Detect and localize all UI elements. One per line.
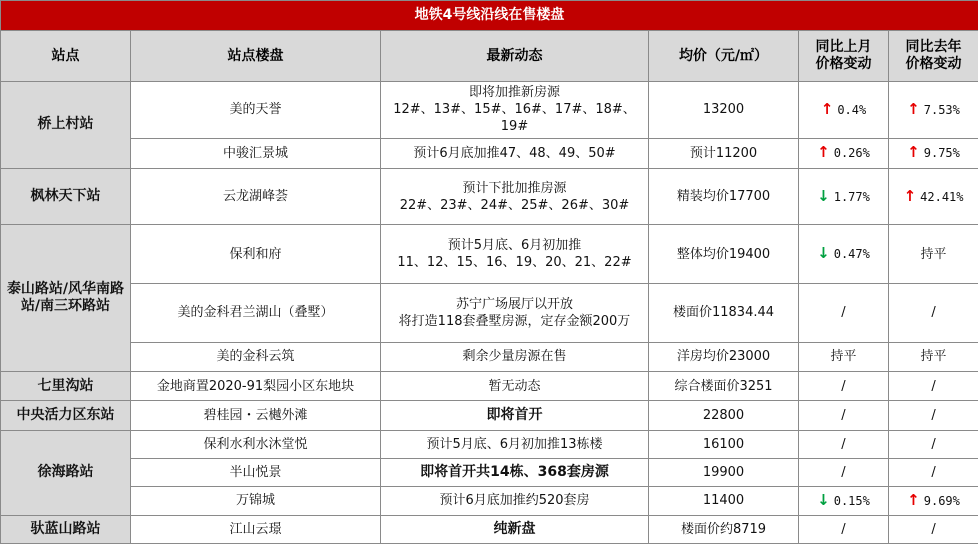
- project-cell: 中骏汇景城: [131, 138, 381, 168]
- project-cell: 保利和府: [131, 225, 381, 284]
- project-cell: 保利水利水沐堂悦: [131, 430, 381, 458]
- news-line: 将打造118套叠墅房源，定存金额200万: [398, 313, 631, 329]
- table-row: [1, 168, 978, 225]
- price-cell: 楼面价11834.44: [649, 284, 799, 343]
- price-cell: 楼面价约8719: [649, 515, 799, 543]
- table-title: 地铁4号线沿线在售楼盘: [1, 1, 978, 31]
- price-cell: 综合楼面价3251: [649, 372, 799, 401]
- mom-cell: /: [799, 372, 889, 401]
- project-cell: 万锦城: [131, 487, 381, 515]
- yoy-cell: ↑ 7.53%: [889, 81, 978, 138]
- yoy-cell: /: [889, 284, 978, 343]
- news-cell: [381, 81, 649, 138]
- yoy-cell: /: [889, 458, 978, 486]
- arrow-up-icon: ↑: [907, 99, 920, 118]
- header-station: 站点: [1, 31, 131, 82]
- header-yoy: 同比去年 价格变动: [889, 31, 978, 82]
- table-row: [1, 284, 978, 343]
- price-cell: 13200: [649, 81, 799, 138]
- table-row: [1, 430, 978, 458]
- arrow-up-icon: ↑: [907, 490, 920, 509]
- project-cell: 半山悦景: [131, 458, 381, 486]
- project-cell: 美的金科君兰湖山（叠墅）: [131, 284, 381, 343]
- news-line: 苏宁广场展厅以开放: [455, 296, 573, 312]
- yoy-cell: 持平: [889, 225, 978, 284]
- news-line: 预计下批加推房源: [462, 180, 567, 196]
- table-row: [1, 515, 978, 543]
- news-cell: [381, 225, 649, 284]
- station-cell: 徐海路站: [1, 430, 131, 515]
- arrow-down-icon: ↓: [817, 244, 830, 263]
- arrow-up-icon: ↑: [903, 186, 917, 205]
- project-cell: 碧桂园・云樾外滩: [131, 401, 381, 430]
- table-row: [1, 138, 978, 168]
- station-cell: 七里沟站: [1, 372, 131, 401]
- arrow-up-icon: ↑: [820, 99, 834, 118]
- table-row: [1, 401, 978, 430]
- yoy-cell: 持平: [889, 342, 978, 371]
- news-cell: [381, 168, 649, 225]
- table-row: [1, 487, 978, 515]
- header-price: 均价（元/㎡）: [649, 31, 799, 82]
- yoy-cell: ↑ 9.75%: [889, 138, 978, 168]
- price-cell: 16100: [649, 430, 799, 458]
- project-cell: 美的天誉: [131, 81, 381, 138]
- news-line: 12#、13#、15#、16#、17#、18#、19#: [393, 102, 636, 135]
- price-cell: 19900: [649, 458, 799, 486]
- mom-cell: ↑ 0.4%: [799, 81, 889, 138]
- mom-cell: ↑ 0.26%: [799, 138, 889, 168]
- arrow-up-icon: ↑: [907, 143, 920, 162]
- header-project: 站点楼盘: [131, 31, 381, 82]
- header-news: 最新动态: [381, 31, 649, 82]
- yoy-cell: ↑ 42.41%: [889, 168, 978, 225]
- price-cell: 11400: [649, 487, 799, 515]
- table-row: [1, 458, 978, 486]
- yoy-cell: /: [889, 372, 978, 401]
- station-cell: 泰山路站/风华南路站/南三环路站: [1, 225, 131, 372]
- station-cell: 驮蓝山路站: [1, 515, 131, 543]
- table-row: [1, 372, 978, 401]
- news-line: 22#、23#、24#、25#、26#、30#: [399, 197, 630, 213]
- yoy-cell: ↑ 9.69%: [889, 487, 978, 515]
- news-cell: 即将首开: [381, 401, 649, 430]
- mom-cell: /: [799, 401, 889, 430]
- news-cell: [381, 284, 649, 343]
- news-line: 即将加推新房源: [468, 85, 560, 101]
- price-cell: 精装均价17700: [649, 168, 799, 225]
- news-cell: 预计5月底、6月初加推13栋楼: [381, 430, 649, 458]
- mom-cell: /: [799, 284, 889, 343]
- table-row: [1, 342, 978, 371]
- price-cell: 22800: [649, 401, 799, 430]
- price-cell: 预计11200: [649, 138, 799, 168]
- station-cell: 桥上村站: [1, 81, 131, 168]
- arrow-down-icon: ↓: [817, 186, 830, 205]
- news-cell: 预计6月底加推47、48、49、50#: [381, 138, 649, 168]
- news-line: 11、12、15、16、19、20、21、22#: [397, 255, 632, 271]
- news-cell: 剩余少量房源在售: [381, 342, 649, 371]
- station-cell: 中央活力区东站: [1, 401, 131, 430]
- news-line: 预计5月底、6月初加推: [447, 238, 582, 254]
- news-cell: 纯新盘: [381, 515, 649, 543]
- yoy-cell: /: [889, 430, 978, 458]
- yoy-cell: /: [889, 515, 978, 543]
- mom-cell: 持平: [799, 342, 889, 371]
- price-cell: 整体均价19400: [649, 225, 799, 284]
- table-row: [1, 225, 978, 284]
- station-cell: 枫林天下站: [1, 168, 131, 225]
- arrow-up-icon: ↑: [817, 143, 830, 162]
- mom-cell: /: [799, 515, 889, 543]
- project-cell: 美的金科云筑: [131, 342, 381, 371]
- mom-cell: ↓ 1.77%: [799, 168, 889, 225]
- news-cell: 即将首开共14栋、368套房源: [381, 458, 649, 486]
- news-cell: 预计6月底加推约520套房: [381, 487, 649, 515]
- mom-cell: /: [799, 458, 889, 486]
- table-row: [1, 81, 978, 138]
- mom-cell: /: [799, 430, 889, 458]
- news-cell: 暂无动态: [381, 372, 649, 401]
- project-cell: 云龙湖峰荟: [131, 168, 381, 225]
- mom-cell: ↓ 0.47%: [799, 225, 889, 284]
- header-mom: 同比上月 价格变动: [799, 31, 889, 82]
- arrow-down-icon: ↓: [817, 490, 830, 509]
- price-cell: 洋房均价23000: [649, 342, 799, 371]
- mom-cell: ↓ 0.15%: [799, 487, 889, 515]
- yoy-cell: /: [889, 401, 978, 430]
- project-cell: 江山云璟: [131, 515, 381, 543]
- project-cell: 金地商置2020-91梨园小区东地块: [131, 372, 381, 401]
